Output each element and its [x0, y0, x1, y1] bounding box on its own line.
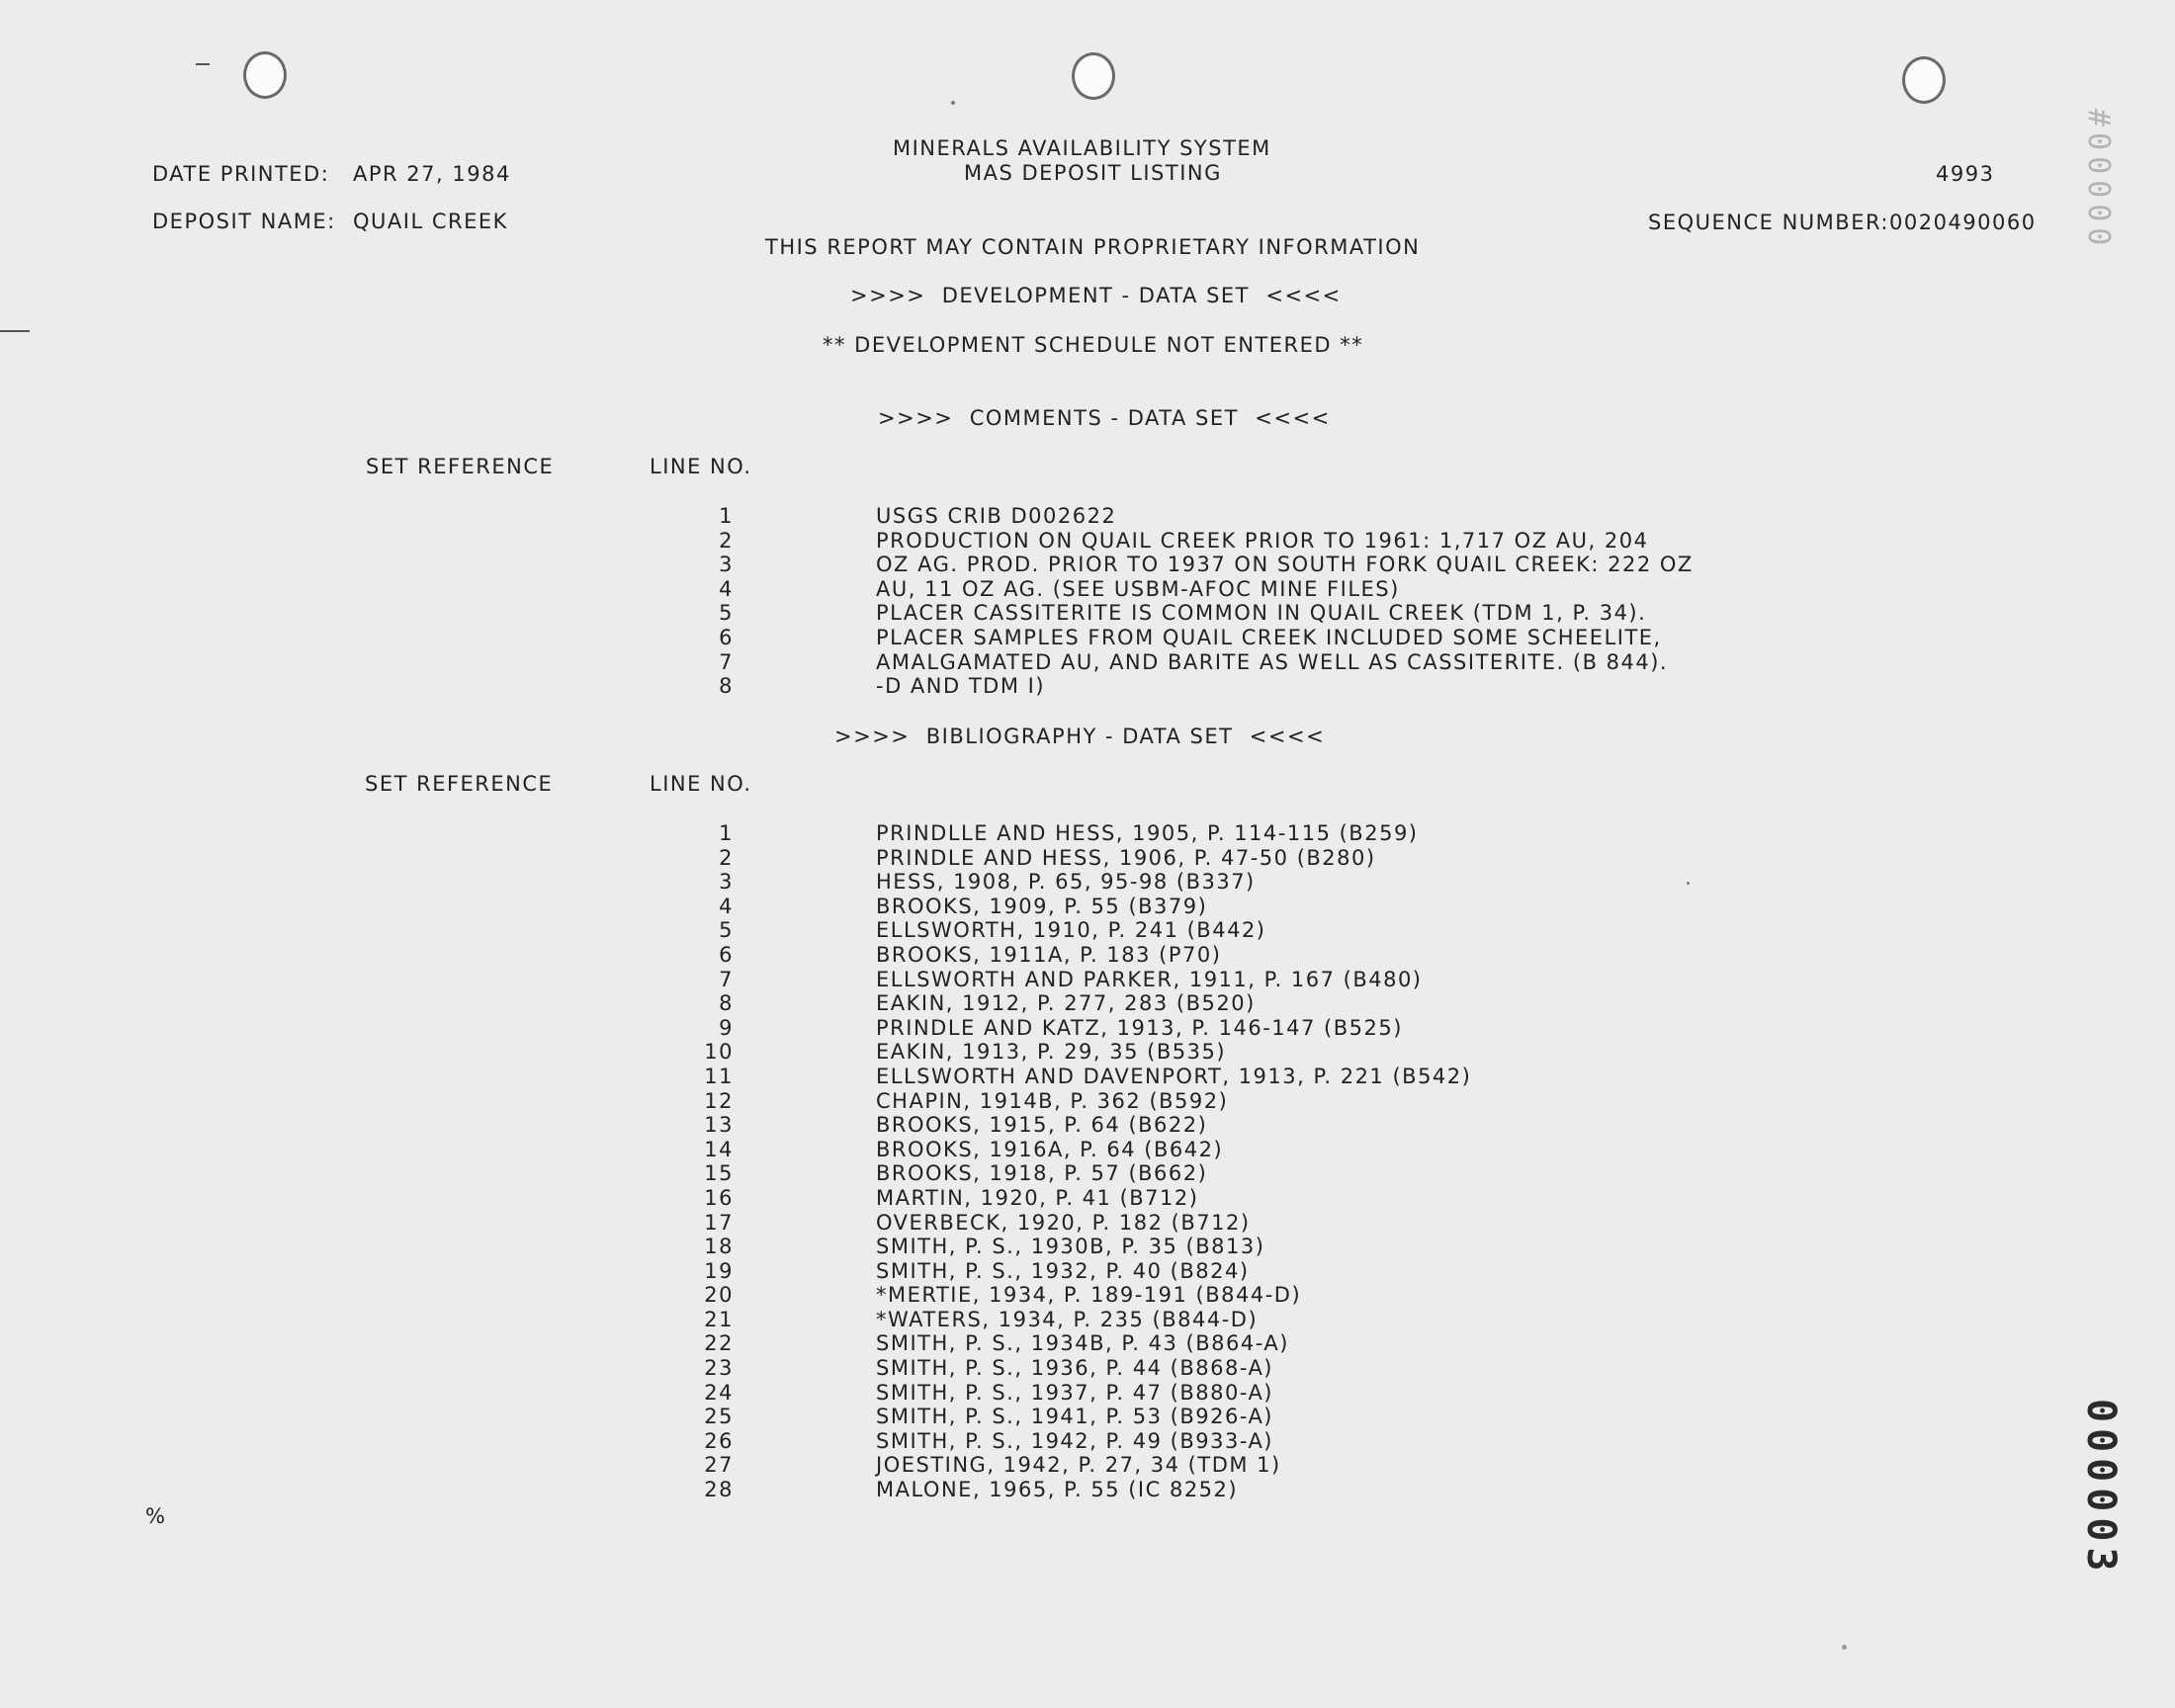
- listing-title: MAS DEPOSIT LISTING: [964, 161, 1222, 185]
- sequence-number-value: 0020490060: [1889, 211, 2037, 234]
- bibliography-line-text: ELLSWORTH, 1910, P. 241 (B442): [876, 918, 1266, 943]
- bibliography-line-number: 19: [704, 1258, 734, 1283]
- bibliography-line-number: 21: [704, 1307, 734, 1331]
- comments-line-number: 5: [719, 601, 734, 626]
- system-title: MINERALS AVAILABILITY SYSTEM: [893, 136, 1271, 160]
- bibliography-line: [0, 1381, 1878, 1406]
- bibliography-line: [0, 1211, 1878, 1236]
- bibliography-line-text: PRINDLE AND HESS, 1906, P. 47-50 (B280): [876, 845, 1376, 870]
- comments-line: [0, 601, 1878, 626]
- bibliography-line-number: 24: [704, 1380, 734, 1405]
- bibliography-line-text: SMITH, P. S., 1936, P. 44 (B868-A): [876, 1356, 1274, 1381]
- bibliography-line: [0, 1405, 1878, 1429]
- comments-line-number: 7: [719, 649, 734, 674]
- ink-speck: [1842, 1645, 1847, 1650]
- bibliography-line-number: 7: [719, 967, 734, 991]
- comments-line: [0, 650, 1878, 675]
- bibliography-col-line-no: LINE NO.: [650, 772, 752, 796]
- deposit-name-label: DEPOSIT NAME:: [152, 210, 336, 233]
- comments-line-text: -D AND TDM I): [876, 674, 1046, 699]
- bibliography-line-number: 20: [704, 1283, 734, 1308]
- bibliography-line-text: *WATERS, 1934, P. 235 (B844-D): [876, 1307, 1259, 1331]
- comments-line: [0, 553, 1878, 577]
- bibliography-line: [0, 846, 1878, 871]
- bibliography-line-number: 14: [704, 1137, 734, 1161]
- bibliography-line-number: 3: [719, 870, 734, 895]
- punch-hole-left: [243, 51, 287, 99]
- comments-line-number: 4: [719, 576, 734, 601]
- comments-col-line-no: LINE NO.: [650, 455, 752, 478]
- comments-line-number: 3: [719, 553, 734, 577]
- punch-hole-right: [1902, 56, 1946, 104]
- margin-tick-mark: [0, 330, 30, 332]
- comments-line-text: AU, 11 OZ AG. (SEE USBM-AFOC MINE FILES): [876, 576, 1400, 601]
- bibliography-line-text: ELLSWORTH AND PARKER, 1911, P. 167 (B480): [876, 967, 1423, 991]
- comments-line: [0, 674, 1878, 699]
- comments-line-number: 1: [719, 504, 734, 528]
- bibliography-line: [0, 968, 1878, 992]
- comments-line-number: 2: [719, 528, 734, 553]
- comments-col-set-reference: SET REFERENCE: [366, 455, 555, 478]
- bibliography-col-set-reference: SET REFERENCE: [365, 772, 554, 796]
- comments-line-text: PRODUCTION ON QUAIL CREEK PRIOR TO 1961: 1,717 OZ AU, 204: [876, 528, 1649, 553]
- bibliography-line-number: 28: [704, 1478, 734, 1502]
- bibliography-line-number: 1: [719, 821, 734, 845]
- bibliography-line-number: 12: [704, 1088, 734, 1113]
- bibliography-line-text: PRINDLLE AND HESS, 1905, P. 114-115 (B259): [876, 821, 1419, 845]
- bibliography-line-text: BROOKS, 1915, P. 64 (B622): [876, 1113, 1208, 1138]
- development-notice: ** DEVELOPMENT SCHEDULE NOT ENTERED **: [823, 333, 1364, 357]
- bibliography-line: [0, 1453, 1878, 1478]
- comments-lines: [0, 504, 1878, 699]
- proprietary-notice: THIS REPORT MAY CONTAIN PROPRIETARY INFORMATION: [765, 235, 1421, 259]
- bibliography-line-text: EAKIN, 1912, P. 277, 283 (B520): [876, 991, 1256, 1016]
- bibliography-line: [0, 1089, 1878, 1114]
- bibliography-line-text: EAKIN, 1913, P. 29, 35 (B535): [876, 1040, 1227, 1065]
- bibliography-line-number: 8: [719, 991, 734, 1016]
- bibliography-line: [0, 1235, 1878, 1259]
- bibliography-line: [0, 1065, 1878, 1089]
- bibliography-line: [0, 821, 1878, 846]
- bibliography-line-number: 22: [704, 1331, 734, 1356]
- sequence-number-label: SEQUENCE NUMBER:: [1648, 211, 1889, 234]
- bibliography-line-number: 10: [704, 1040, 734, 1065]
- bibliography-line: [0, 1259, 1878, 1284]
- bibliography-line-number: 23: [704, 1356, 734, 1381]
- bibliography-line-text: BROOKS, 1911A, P. 183 (P70): [876, 942, 1222, 967]
- bibliography-line-number: 16: [704, 1185, 734, 1210]
- bibliography-line-text: SMITH, P. S., 1941, P. 53 (B926-A): [876, 1405, 1274, 1429]
- bibliography-line-number: 15: [704, 1161, 734, 1186]
- ink-speck: [951, 101, 955, 105]
- bibliography-line-number: 9: [719, 1015, 734, 1040]
- punch-hole-center: [1072, 52, 1115, 100]
- bibliography-line: [0, 1186, 1878, 1211]
- bibliography-line-text: *MERTIE, 1934, P. 189-191 (B844-D): [876, 1283, 1302, 1308]
- comments-line-text: PLACER SAMPLES FROM QUAIL CREEK INCLUDED SOME SCHEELITE,: [876, 625, 1662, 649]
- bibliography-line-text: HESS, 1908, P. 65, 95-98 (B337): [876, 870, 1256, 895]
- bibliography-line-number: 26: [704, 1428, 734, 1453]
- bibliography-line: [0, 895, 1878, 919]
- bibliography-line-text: BROOKS, 1909, P. 55 (B379): [876, 894, 1208, 918]
- bibliography-line-text: SMITH, P. S., 1934B, P. 43 (B864-A): [876, 1331, 1289, 1356]
- percent-mark: %: [145, 1504, 167, 1528]
- date-printed-value: APR 27, 1984: [353, 162, 511, 186]
- comments-line-text: USGS CRIB D002622: [876, 504, 1117, 528]
- bibliography-line-text: CHAPIN, 1914B, P. 362 (B592): [876, 1088, 1229, 1113]
- bibliography-line-text: OVERBECK, 1920, P. 182 (B712): [876, 1210, 1251, 1235]
- bibliography-line-number: 13: [704, 1113, 734, 1138]
- bibliography-line: [0, 1016, 1878, 1041]
- bibliography-lines: [0, 821, 1878, 1502]
- margin-arrow-mark: [196, 63, 210, 65]
- bibliography-line: [0, 1308, 1878, 1332]
- comments-line: [0, 577, 1878, 602]
- bibliography-line-text: SMITH, P. S., 1930B, P. 35 (B813): [876, 1235, 1265, 1259]
- comments-line-text: AMALGAMATED AU, AND BARITE AS WELL AS CASSITERITE. (B 844).: [876, 649, 1669, 674]
- bibliography-line-number: 2: [719, 845, 734, 870]
- bibliography-line-text: SMITH, P. S., 1932, P. 40 (B824): [876, 1258, 1250, 1283]
- bibliography-line-number: 27: [704, 1453, 734, 1478]
- bibliography-line-text: MALONE, 1965, P. 55 (IC 8252): [876, 1478, 1239, 1502]
- bibliography-line-number: 6: [719, 942, 734, 967]
- bibliography-line-number: 25: [704, 1405, 734, 1429]
- bibliography-line-number: 11: [704, 1064, 734, 1088]
- bibliography-line: [0, 1429, 1878, 1454]
- bibliography-line-text: BROOKS, 1918, P. 57 (B662): [876, 1161, 1208, 1186]
- bibliography-line-text: BROOKS, 1916A, P. 64 (B642): [876, 1137, 1224, 1161]
- bibliography-line-text: JOESTING, 1942, P. 27, 34 (TDM 1): [876, 1453, 1281, 1478]
- bibliography-line-number: 5: [719, 918, 734, 943]
- bibliography-line: [0, 1161, 1878, 1186]
- bibliography-line-text: PRINDLE AND KATZ, 1913, P. 146-147 (B525): [876, 1015, 1403, 1040]
- bibliography-line: [0, 1138, 1878, 1162]
- comments-line-number: 6: [719, 625, 734, 649]
- bibliography-line-text: ELLSWORTH AND DAVENPORT, 1913, P. 221 (B542): [876, 1064, 1472, 1088]
- bibliography-line: [0, 1478, 1878, 1502]
- comments-line-text: OZ AG. PROD. PRIOR TO 1937 ON SOUTH FORK QUAIL CREEK: 222 OZ: [876, 553, 1694, 577]
- bibliography-line: [0, 870, 1878, 895]
- bibliography-line: [0, 1356, 1878, 1381]
- bibliography-line: [0, 1283, 1878, 1308]
- stamp-bottom-right: 000003: [2078, 1399, 2124, 1578]
- bibliography-line: [0, 943, 1878, 968]
- bibliography-line-number: 4: [719, 894, 734, 918]
- bibliography-line-text: SMITH, P. S., 1942, P. 49 (B933-A): [876, 1428, 1274, 1453]
- bibliography-line-text: MARTIN, 1920, P. 41 (B712): [876, 1185, 1199, 1210]
- deposit-name-value: QUAIL CREEK: [353, 210, 508, 233]
- bibliography-line: [0, 918, 1878, 943]
- bibliography-line-number: 18: [704, 1235, 734, 1259]
- bibliography-line: [0, 991, 1878, 1016]
- bibliography-line-number: 17: [704, 1210, 734, 1235]
- page-code: 4993: [1936, 162, 1995, 186]
- stamp-top-right: #00000: [2081, 109, 2116, 252]
- development-heading: >>>> DEVELOPMENT - DATA SET <<<<: [850, 284, 1342, 307]
- comments-line-number: 8: [719, 674, 734, 699]
- comments-line: [0, 626, 1878, 650]
- comments-line-text: PLACER CASSITERITE IS COMMON IN QUAIL CREEK (TDM 1, P. 34).: [876, 601, 1647, 626]
- date-printed-label: DATE PRINTED:: [152, 162, 330, 186]
- comments-line: [0, 504, 1878, 529]
- comments-line: [0, 529, 1878, 554]
- bibliography-line: [0, 1331, 1878, 1356]
- bibliography-line: [0, 1113, 1878, 1138]
- comments-heading: >>>> COMMENTS - DATA SET <<<<: [878, 406, 1331, 430]
- bibliography-line: [0, 1040, 1878, 1065]
- bibliography-heading: >>>> BIBLIOGRAPHY - DATA SET <<<<: [834, 725, 1326, 748]
- bibliography-line-text: SMITH, P. S., 1937, P. 47 (B880-A): [876, 1380, 1274, 1405]
